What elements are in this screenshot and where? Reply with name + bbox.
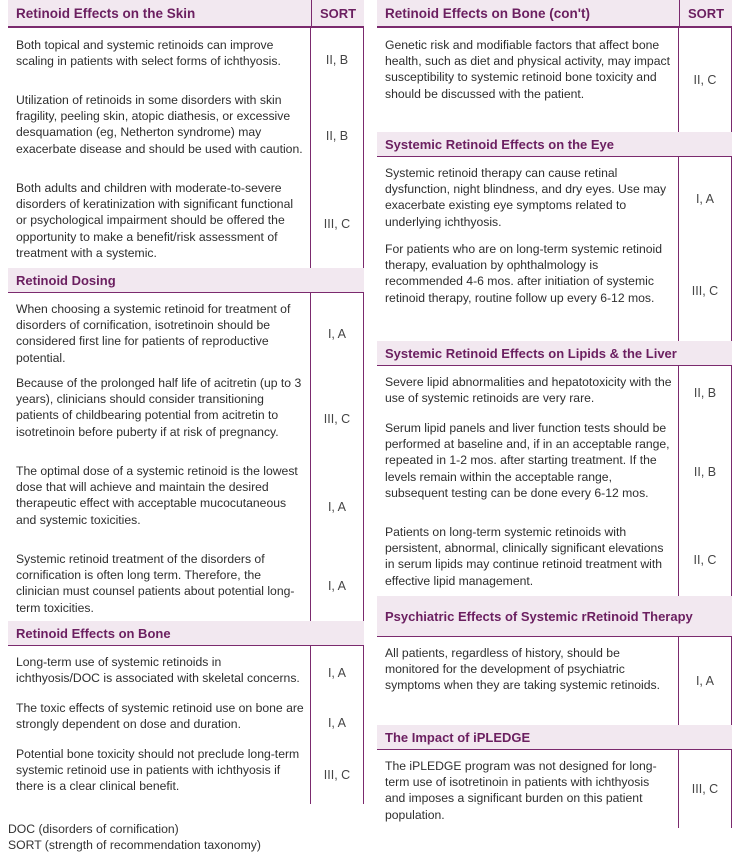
recommendation-text: Long-term use of systemic retinoids in ichthyosis/DOC is associated with skeletal concerns. [16, 655, 300, 686]
table-row [16, 92, 304, 180]
recommendation-column [8, 28, 310, 268]
table-header [377, 0, 732, 28]
table-body [377, 637, 732, 725]
sort-value: III, C [323, 217, 351, 231]
table-row [385, 241, 672, 341]
table-row [16, 180, 304, 268]
section-title-skin: Retinoid Effects on the Skin [16, 5, 196, 21]
sort-value: II, C [693, 553, 717, 567]
section-title-eye: Systemic Retinoid Effects on the Eye [377, 132, 732, 157]
table-row [385, 157, 672, 241]
recommendation-column [377, 750, 678, 828]
section-title-lipids: Systemic Retinoid Effects on Lipids & the Liver [377, 341, 732, 366]
sort-value: III, C [323, 412, 351, 426]
table-body [8, 293, 364, 621]
table-row [385, 524, 672, 596]
sort-value: III, C [691, 782, 719, 796]
table-row [16, 646, 304, 700]
table-row [385, 420, 672, 524]
section-title-dosing: Retinoid Dosing [8, 268, 364, 293]
right-column [377, 0, 732, 828]
left-column [8, 0, 364, 804]
recommendation-text: The toxic effects of systemic retinoid use on bone are strongly dependent on dose and duration. [16, 701, 304, 732]
sort-value: II, C [693, 73, 717, 87]
sort-column-header: SORT [311, 0, 364, 26]
table-row [16, 746, 304, 804]
sort-column [678, 157, 731, 341]
recommendation-text: Genetic risk and modifiable factors that affect bone health, such as diet and physical activity, may impact susceptibility to systemic retinoid bone toxicity and should be discussed with the patient. [385, 38, 670, 101]
footnote-sort: SORT (strength of recommendation taxonomy) [8, 838, 261, 852]
table-row [16, 463, 304, 551]
sort-value: III, C [323, 768, 351, 782]
section-title-psychiatric: Psychiatric Effects of Systemic rRetinoid Therapy [377, 596, 732, 637]
table-body [377, 28, 732, 132]
sort-column [678, 637, 731, 725]
sort-value: I, A [695, 674, 715, 688]
table-row [16, 28, 304, 92]
recommendation-text: Both adults and children with moderate-to-severe disorders of keratinization with significant functional or psychological impairment should be offered the opportunity to make a benefit/risk assessment of treatment with a systemic. [16, 181, 294, 260]
table-row [385, 28, 672, 132]
table-row [385, 750, 672, 828]
recommendation-text: Systemic retinoid therapy can cause retinal dysfunction, night blindness, and dry eyes. Use may exacerbate existing eye symptoms related to underlying ichthyosis. [385, 166, 667, 229]
table-body [377, 750, 732, 828]
section-title-bone-cont: Retinoid Effects on Bone (con't) [385, 5, 590, 21]
sort-column-header: SORT [679, 0, 732, 26]
sort-value: I, A [327, 666, 347, 680]
table-row [385, 366, 672, 420]
table-body [8, 28, 364, 268]
recommendation-column [377, 637, 678, 725]
table-row [385, 637, 672, 725]
recommendation-column [377, 366, 678, 596]
sort-value: I, A [327, 579, 347, 593]
sort-value: II, B [693, 465, 717, 479]
recommendation-column [377, 28, 678, 132]
recommendation-text: Utilization of retinoids in some disorders with skin fragility, peeling skin, atopic diathesis, or excessive desquamation (eg, Netherton syndrome) may exacerbate disease and should be used with caution. [16, 93, 303, 156]
sort-value: III, C [691, 284, 719, 298]
recommendation-text: Patients on long-term systemic retinoids with persistent, abnormal, clinically significant elevations in serum lipids may continue retinoid treatment with effective lipid management. [385, 525, 664, 588]
recommendation-text: For patients who are on long-term systemic retinoid therapy, evaluation by ophthalmology is recommended 4-6 mos. after initiation of systemic retinoid therapy, routine follow up every 6-12 mos. [385, 242, 663, 305]
section-title-bone: Retinoid Effects on Bone [8, 621, 364, 646]
table-header [8, 0, 364, 28]
footnote-doc: DOC (disorders of cornification) [8, 822, 179, 836]
sort-value: II, B [325, 129, 349, 143]
sort-value: I, A [327, 327, 347, 341]
table-row [16, 551, 304, 621]
recommendation-text: Potential bone toxicity should not preclude long-term systemic retinoid use in patients with ichthyosis if there is a clear clinical benefit. [16, 747, 300, 794]
recommendation-text: The iPLEDGE program was not designed for long-term use of isotretinoin in patients with ichthyosis and imposes a significant burden on this patient population. [385, 759, 657, 822]
table-body [377, 366, 732, 596]
recommendation-text: Systemic retinoid treatment of the disorders of cornification is often long term. Therefore, the clinician must counsel patients about potential long-term toxicities. [16, 552, 295, 615]
table-body [377, 157, 732, 341]
sort-column [678, 750, 731, 828]
sort-column [310, 646, 363, 804]
recommendation-text: The optimal dose of a systemic retinoid is the lowest dose that will achieve and maintain the desired therapeutic effect with acceptable mucocutaneous and systemic toxicities. [16, 464, 298, 527]
sort-column [310, 293, 363, 621]
recommendation-column [8, 293, 310, 621]
recommendation-text: Because of the prolonged half life of acitretin (up to 3 years), clinicians should consider transitioning patients of childbearing potential from acitretin to isotretinoin before puberty if at risk of pregnancy. [16, 376, 302, 439]
table-row [16, 293, 304, 375]
recommendation-text: Severe lipid abnormalities and hepatotoxicity with the use of systemic retinoids are very rare. [385, 375, 672, 406]
sort-value: II, B [325, 53, 349, 67]
sort-value: I, A [327, 500, 347, 514]
recommendation-text: When choosing a systemic retinoid for treatment of disorders of cornification, isotretinoin should be considered first line for patients of reproductive potential. [16, 302, 291, 365]
section-title-ipledge: The Impact of iPLEDGE [377, 725, 732, 750]
recommendation-column [8, 646, 310, 804]
sort-value: II, B [693, 386, 717, 400]
recommendation-text: All patients, regardless of history, should be monitored for the development of psychiatric symptoms when they are taking systemic retinoids. [385, 646, 661, 693]
recommendation-column [377, 157, 678, 341]
recommendation-text: Both topical and systemic retinoids can improve scaling in patients with select forms of ichthyosis. [16, 38, 281, 69]
table-body [8, 646, 364, 804]
sort-value: I, A [327, 716, 347, 730]
table-row [16, 375, 304, 463]
sort-column [678, 366, 731, 596]
sort-value: I, A [695, 192, 715, 206]
sort-column [310, 28, 363, 268]
recommendation-text: Serum lipid panels and liver function tests should be performed at baseline and, if in an acceptable range, repeated in 1-2 mos. after starting treatment. If the levels remain within the acceptable range, subsequent testing can be done every 6-12 mos. [385, 421, 670, 500]
sort-column [678, 28, 731, 132]
table-row [16, 700, 304, 746]
